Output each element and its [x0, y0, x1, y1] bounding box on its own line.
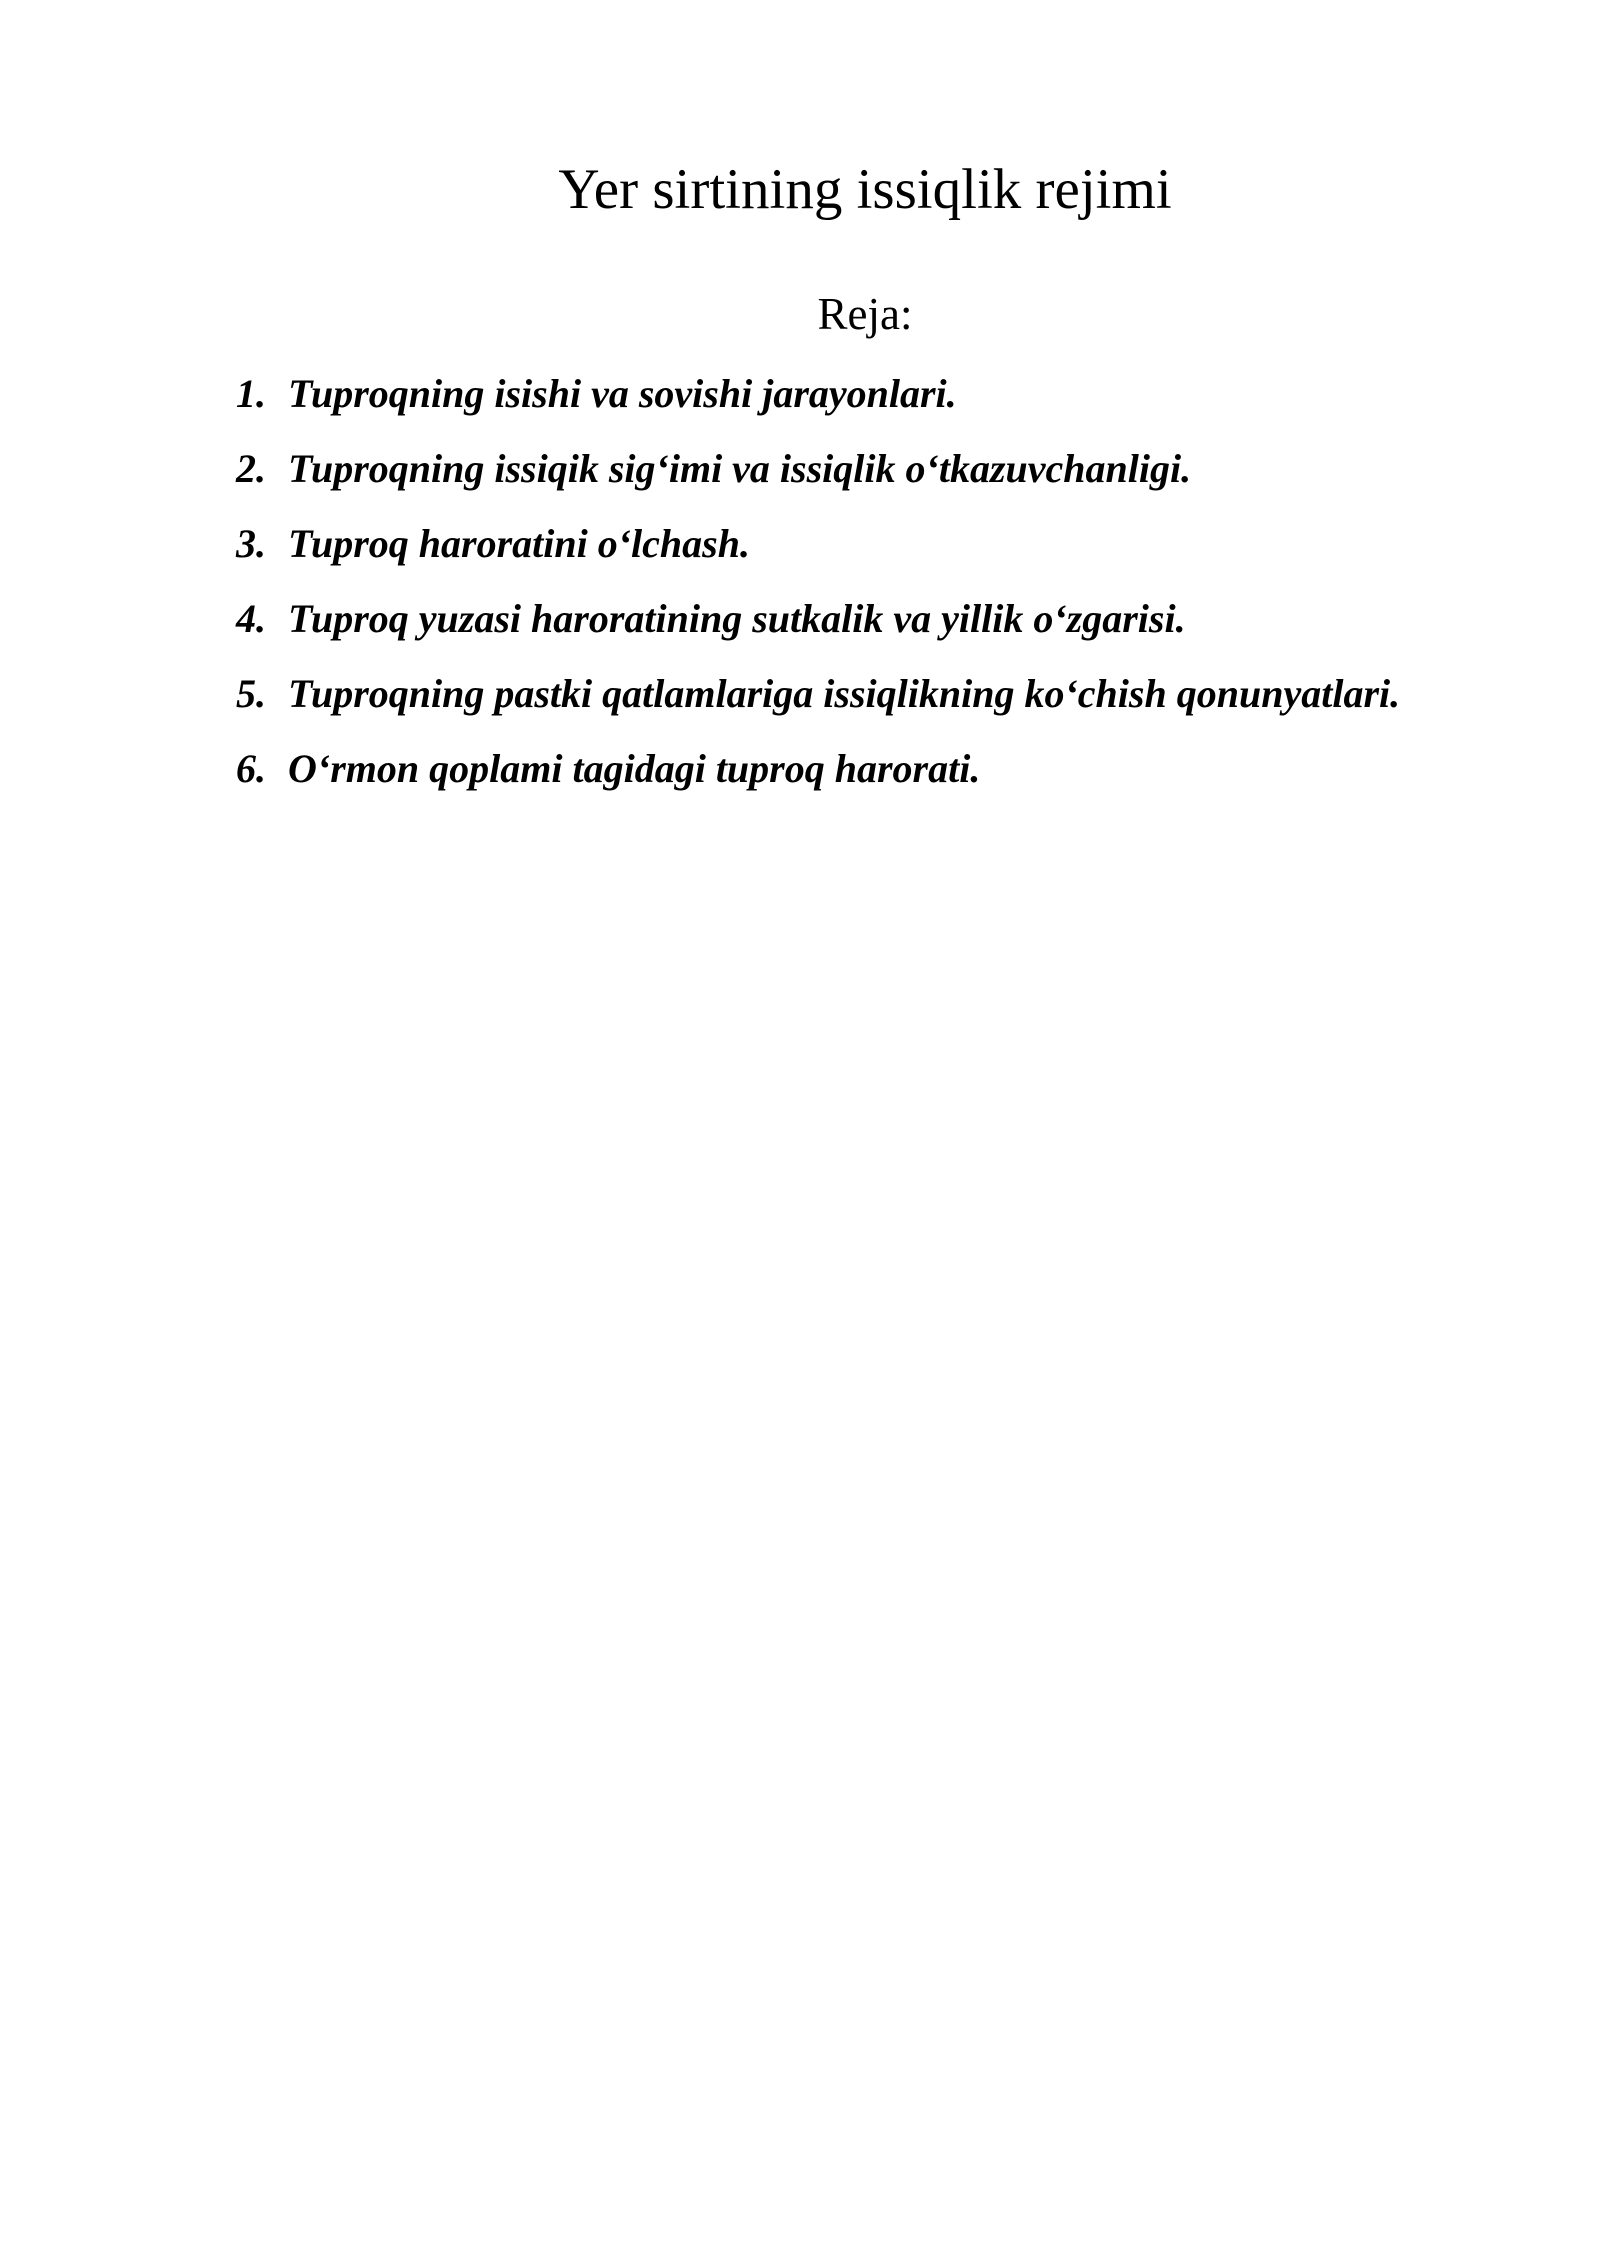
plan-item-1: [236, 362, 1400, 437]
plan-item-6: [236, 737, 1400, 812]
plan-item-4: [236, 587, 1400, 662]
plan-item-text: O‘rmon qoplami tagidagi tuproq harorati.: [288, 746, 981, 791]
plan-heading: Reja:: [817, 289, 913, 339]
plan-item-number: 3.: [236, 521, 266, 566]
plan-item-text: Tuproqning isishi va sovishi jarayonlari.: [288, 371, 957, 416]
plan-list: [236, 362, 1400, 812]
plan-item-number: 5.: [236, 671, 266, 716]
plan-item-number: 1.: [236, 371, 266, 416]
plan-item-text: Tuproq haroratini o‘lchash.: [288, 521, 750, 566]
plan-item-text: Tuproqning pastki qatlamlariga issiqlikning ko‘chish qonunyatlari.: [288, 671, 1401, 716]
plan-item-5: [236, 662, 1400, 737]
plan-item-text: Tuproq yuzasi haroratining sutkalik va yillik o‘zgarisi.: [288, 596, 1186, 641]
plan-item-3: [236, 512, 1400, 587]
plan-item-2: [236, 437, 1400, 512]
plan-item-number: 2.: [236, 446, 266, 491]
document-title: Yer sirtining issiqlik rejimi: [558, 158, 1172, 221]
plan-item-text: Tuproqning issiqik sig‘imi va issiqlik o‘tkazuvchanligi.: [288, 446, 1192, 491]
plan-item-number: 6.: [236, 746, 266, 791]
plan-item-number: 4.: [236, 596, 266, 641]
